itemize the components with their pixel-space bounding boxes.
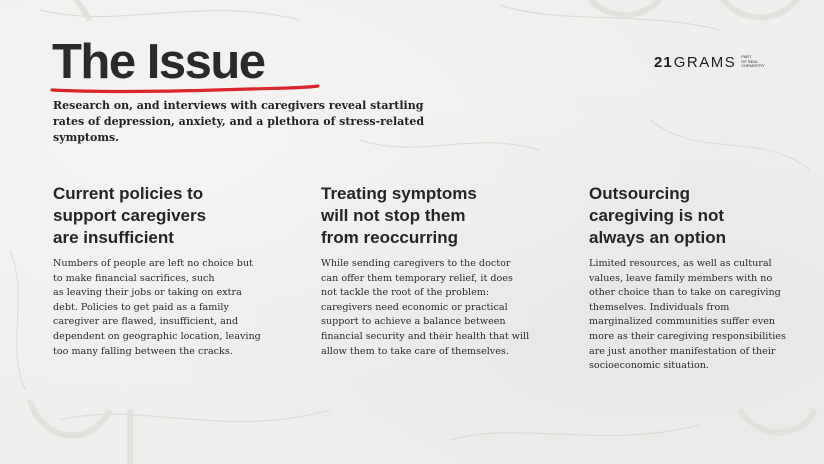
column-heading: Outsourcing caregiving is not always an option <box>589 184 726 247</box>
column-symptoms <box>321 183 531 359</box>
title-underline-decoration <box>50 80 320 98</box>
column-heading: Current policies to support caregivers are insufficient <box>53 184 207 247</box>
logo-word: GRAMS <box>673 53 737 71</box>
column-policies <box>53 183 263 359</box>
column-body: Limited resources, as well as cultural values, leave family members with no other choice than to take on caregiving themselves. Individuals from marginalized communities suffer even more as their caregiving responsibilities are just another manifestation of their socioeconomic situation. <box>589 258 786 372</box>
intro-text: Research on, and interviews with caregivers reveal startling rates of depression, anxiety, and a plethora of stress-related symptoms. <box>53 99 425 144</box>
logo-tagline: PART OF REAL CHEMISTRY <box>741 54 765 69</box>
brand-logo <box>654 53 763 71</box>
logo-number: 21 <box>654 53 673 71</box>
column-outsourcing <box>589 183 799 374</box>
column-heading: Treating symptoms will not stop them from reoccurring <box>321 184 477 247</box>
column-body: Numbers of people are left no choice but to make financial sacrifices, such as leaving their jobs or taking on extra debt. Policies to get paid as a family caregiver are flawed, insufficient, and dependent on geographic location, leaving too many falling between the cracks. <box>53 258 261 357</box>
column-body: While sending caregivers to the doctor can offer them temporary relief, it does not tackle the root of the problem: caregivers need economic or practical support to achieve a balance between financial security and their health that will allow them to take care of themselves. <box>321 258 530 357</box>
page-title: The Issue <box>52 35 265 89</box>
